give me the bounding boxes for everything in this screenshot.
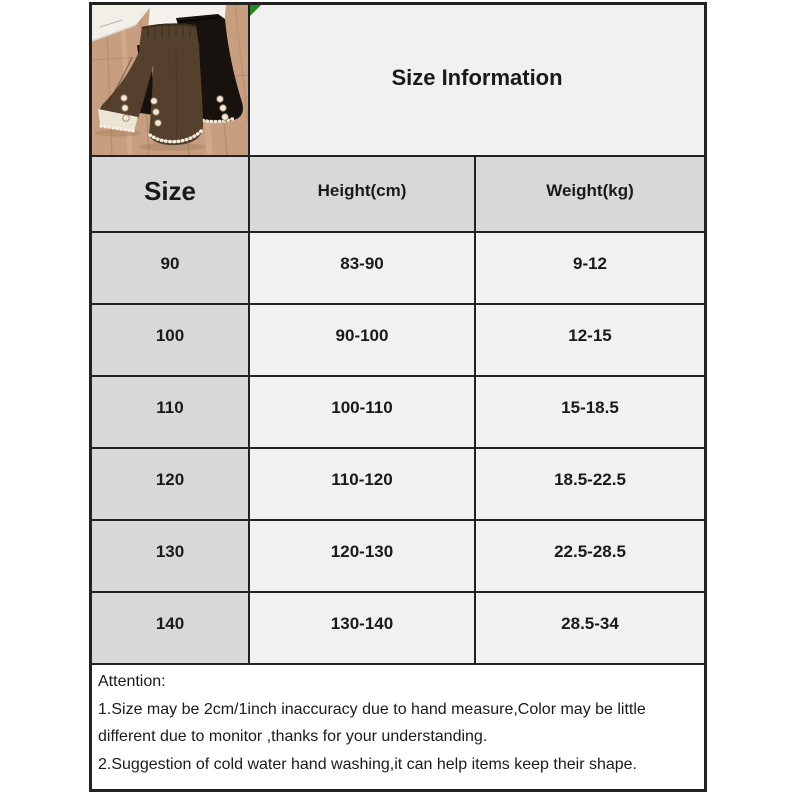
height-cell: 110-120 (250, 449, 474, 519)
size-cell: 140 (92, 593, 248, 663)
attention-label: Attention: (98, 673, 166, 690)
attention-item: 2.Suggestion of cold water hand washing,it can help items keep their shape. (98, 755, 637, 773)
attention-item: 1.Size may be 2cm/1inch inaccuracy due to hand measure,Color may be little different due to monitor ,thanks for your understanding. (98, 700, 646, 746)
height-cell: 130-140 (250, 593, 474, 663)
product-photo-illustration (92, 5, 248, 155)
page-title: Size Information (391, 65, 563, 90)
product-photo (92, 5, 248, 155)
height-cell: 100-110 (250, 377, 474, 447)
height-cell: 90-100 (250, 305, 474, 375)
column-header-weight: Weight(kg) (476, 157, 704, 231)
size-cell: 120 (92, 449, 248, 519)
weight-cell: 18.5-22.5 (476, 449, 704, 519)
height-cell: 83-90 (250, 233, 474, 303)
weight-cell: 9-12 (476, 233, 704, 303)
size-cell: 90 (92, 233, 248, 303)
weight-cell: 22.5-28.5 (476, 521, 704, 591)
weight-cell: 15-18.5 (476, 377, 704, 447)
weight-cell: 12-15 (476, 305, 704, 375)
size-information-title-cell (250, 5, 704, 155)
size-chart-table (89, 2, 707, 792)
size-cell: 110 (92, 377, 248, 447)
attention-note (92, 665, 704, 789)
size-cell: 130 (92, 521, 248, 591)
height-cell: 120-130 (250, 521, 474, 591)
column-header-size: Size (92, 157, 248, 231)
green-corner-icon (250, 5, 261, 16)
weight-cell: 28.5-34 (476, 593, 704, 663)
column-header-height: Height(cm) (250, 157, 474, 231)
size-cell: 100 (92, 305, 248, 375)
